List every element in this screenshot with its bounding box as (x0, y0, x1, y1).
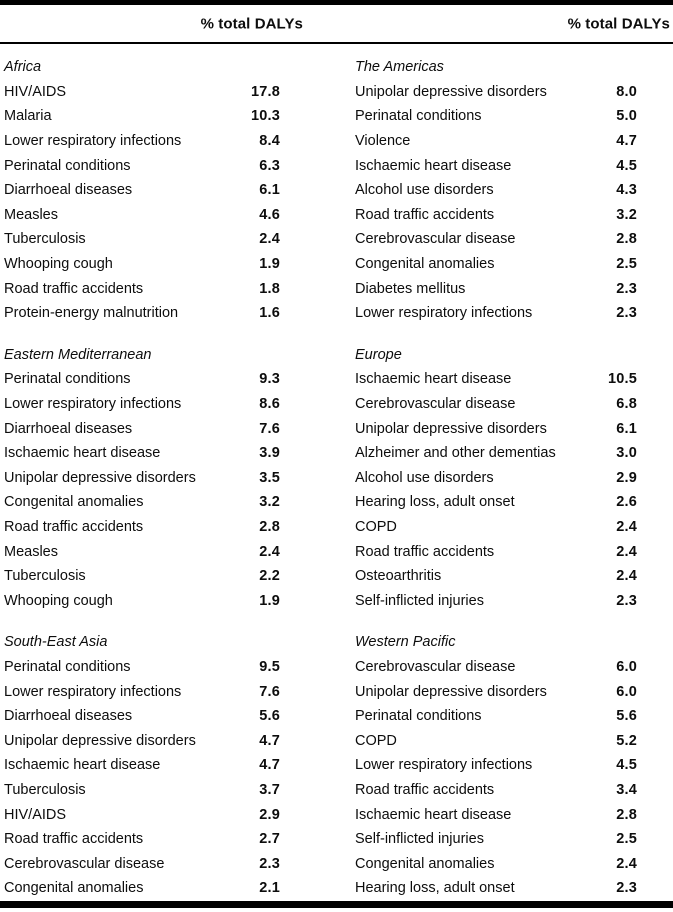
cause-label: Cerebrovascular disease (355, 396, 516, 413)
daly-value: 2.1 (259, 880, 280, 897)
daly-value: 2.4 (616, 568, 637, 585)
table-row (355, 679, 637, 704)
bottom-rule (0, 901, 673, 908)
daly-value: 3.4 (616, 781, 637, 798)
table-row (4, 276, 280, 301)
daly-value: 10.5 (607, 371, 637, 388)
daly-value: 8.4 (259, 133, 280, 150)
daly-value: 17.8 (250, 83, 280, 100)
table-row (355, 466, 637, 491)
cause-label: Lower respiratory infections (4, 133, 182, 150)
table-row (4, 827, 280, 852)
table-row (355, 728, 637, 753)
cause-label: Ischaemic heart disease (355, 806, 512, 823)
daly-value: 9.5 (259, 658, 280, 675)
table-row (355, 441, 637, 466)
cause-label: Road traffic accidents (4, 831, 144, 848)
cause-label: Lower respiratory infections (4, 396, 182, 413)
daly-value: 5.6 (259, 708, 280, 725)
table-row (355, 827, 637, 852)
daly-value: 4.5 (616, 757, 637, 774)
table-row (355, 153, 637, 178)
table-row (355, 539, 637, 564)
cause-label: Alcohol use disorders (355, 469, 494, 486)
daly-value: 2.3 (616, 280, 637, 297)
table-row (4, 876, 280, 901)
table-row (4, 539, 280, 564)
table-row (4, 753, 280, 778)
daly-value: 6.1 (616, 420, 637, 437)
daly-value: 3.0 (616, 445, 637, 462)
table-row (355, 802, 637, 827)
region-section (355, 343, 637, 614)
cause-label: Protein-energy malnutrition (4, 305, 179, 322)
daly-value: 2.8 (259, 518, 280, 535)
table-row (4, 704, 280, 729)
daly-value: 6.0 (616, 683, 637, 700)
cause-label: Tuberculosis (4, 781, 86, 798)
cause-label: HIV/AIDS (4, 806, 67, 823)
table-row (4, 851, 280, 876)
daly-value: 8.0 (616, 83, 637, 100)
cause-label: Perinatal conditions (4, 371, 131, 388)
table-row (4, 153, 280, 178)
daly-value: 4.3 (616, 182, 637, 199)
cause-label: Hearing loss, adult onset (355, 880, 515, 897)
cause-label: Congenital anomalies (4, 494, 144, 511)
daly-value: 2.7 (259, 831, 280, 848)
daly-value: 10.3 (250, 108, 280, 125)
cause-label: HIV/AIDS (4, 83, 67, 100)
table-row (355, 367, 637, 392)
cause-label: Cerebrovascular disease (355, 231, 516, 248)
table-row (4, 104, 280, 129)
cause-label: Perinatal conditions (355, 108, 482, 125)
cause-label: Road traffic accidents (355, 543, 495, 560)
region-title: Europe (355, 346, 402, 363)
table-row (4, 728, 280, 753)
cause-label: Whooping cough (4, 592, 113, 609)
daly-value: 3.5 (259, 469, 280, 486)
daly-value: 6.3 (259, 157, 280, 174)
daly-value: 3.2 (259, 494, 280, 511)
cause-label: Lower respiratory infections (355, 757, 533, 774)
table-row (4, 129, 280, 154)
table-row (355, 227, 637, 252)
daly-value: 1.9 (259, 592, 280, 609)
table-row (4, 80, 280, 105)
daly-value: 3.7 (259, 781, 280, 798)
region-title: Africa (4, 59, 42, 76)
table-row (355, 876, 637, 901)
table-row (4, 778, 280, 803)
cause-label: Violence (355, 133, 411, 150)
daly-value: 2.8 (616, 806, 637, 823)
cause-label: Malaria (4, 108, 52, 125)
cause-label: Self-inflicted injuries (355, 592, 484, 609)
cause-label: Unipolar depressive disorders (355, 683, 547, 700)
table-body (0, 44, 673, 901)
cause-label: Diarrhoeal diseases (4, 182, 133, 199)
daly-value: 7.6 (259, 683, 280, 700)
cause-label: Alzheimer and other dementias (355, 445, 556, 462)
daly-value: 6.8 (616, 396, 637, 413)
region-section (355, 630, 637, 901)
cause-label: Self-inflicted injuries (355, 831, 484, 848)
table-row (4, 588, 280, 613)
cause-label: Ischaemic heart disease (4, 757, 161, 774)
daly-value: 2.9 (616, 469, 637, 486)
column-header-left: % total DALYs (200, 15, 303, 32)
cause-label: Congenital anomalies (355, 855, 495, 872)
table-row (355, 203, 637, 228)
cause-label: Unipolar depressive disorders (355, 83, 547, 100)
daly-value: 2.4 (259, 543, 280, 560)
table-row (355, 104, 637, 129)
table-row (4, 178, 280, 203)
region-section (4, 55, 280, 326)
region-title: South-East Asia (4, 634, 108, 651)
table-row (355, 564, 637, 589)
table-row (355, 588, 637, 613)
cause-label: Road traffic accidents (355, 781, 495, 798)
table-row (4, 203, 280, 228)
region-section (355, 55, 637, 326)
cause-label: Tuberculosis (4, 231, 86, 248)
daly-value: 2.3 (616, 305, 637, 322)
table-row (355, 490, 637, 515)
table-row (4, 655, 280, 680)
cause-label: Hearing loss, adult onset (355, 494, 515, 511)
cause-label: Road traffic accidents (4, 518, 144, 535)
daly-value: 2.5 (616, 256, 637, 273)
table-row (4, 802, 280, 827)
daly-value: 1.9 (259, 256, 280, 273)
cause-label: Diabetes mellitus (355, 280, 466, 297)
daly-value: 4.5 (616, 157, 637, 174)
cause-label: COPD (355, 518, 397, 535)
table-row (355, 129, 637, 154)
daly-value: 4.7 (616, 133, 637, 150)
daly-value: 2.4 (616, 543, 637, 560)
table-row (355, 416, 637, 441)
table-row (4, 490, 280, 515)
table-row (355, 301, 637, 326)
table-row (4, 252, 280, 277)
table-row (355, 753, 637, 778)
table-row (355, 178, 637, 203)
daly-value: 5.2 (616, 732, 637, 749)
region-section (4, 630, 280, 901)
daly-value: 1.6 (259, 305, 280, 322)
daly-value: 2.4 (616, 855, 637, 872)
region-title: Eastern Mediterranean (4, 346, 152, 363)
cause-label: Lower respiratory infections (355, 305, 533, 322)
cause-label: Measles (4, 543, 58, 560)
cause-label: Congenital anomalies (355, 256, 495, 273)
table-header-row (0, 5, 673, 42)
daly-value: 4.7 (259, 732, 280, 749)
cause-label: Tuberculosis (4, 568, 86, 585)
daly-value: 5.6 (616, 708, 637, 725)
table-row (4, 466, 280, 491)
cause-label: Perinatal conditions (355, 708, 482, 725)
daly-value: 2.4 (259, 231, 280, 248)
daly-value: 2.3 (616, 880, 637, 897)
daly-value: 2.3 (616, 592, 637, 609)
table-row (4, 515, 280, 540)
cause-label: Diarrhoeal diseases (4, 420, 133, 437)
table-row (355, 392, 637, 417)
table-row (4, 301, 280, 326)
cause-label: Ischaemic heart disease (355, 371, 512, 388)
cause-label: Unipolar depressive disorders (355, 420, 547, 437)
daly-value: 3.2 (616, 206, 637, 223)
daly-value: 7.6 (259, 420, 280, 437)
region-section (4, 343, 280, 614)
daly-value: 2.3 (259, 855, 280, 872)
table-row (4, 367, 280, 392)
daly-value: 3.9 (259, 445, 280, 462)
daly-value: 1.8 (259, 280, 280, 297)
cause-label: Ischaemic heart disease (4, 445, 161, 462)
daly-value: 2.9 (259, 806, 280, 823)
cause-label: Measles (4, 206, 58, 223)
cause-label: Unipolar depressive disorders (4, 469, 196, 486)
daly-value: 2.5 (616, 831, 637, 848)
daly-value: 6.1 (259, 182, 280, 199)
daly-value: 4.6 (259, 206, 280, 223)
cause-label: Whooping cough (4, 256, 113, 273)
table-row (355, 80, 637, 105)
column-header-right: % total DALYs (567, 15, 670, 32)
cause-label: Perinatal conditions (4, 658, 131, 675)
daly-value: 5.0 (616, 108, 637, 125)
table-column-right (336, 55, 673, 901)
table-row (4, 679, 280, 704)
region-title: The Americas (355, 59, 444, 76)
cause-label: Road traffic accidents (4, 280, 144, 297)
table-row (355, 252, 637, 277)
daly-value: 6.0 (616, 658, 637, 675)
daly-value: 8.6 (259, 396, 280, 413)
cause-label: Diarrhoeal diseases (4, 708, 133, 725)
region-title: Western Pacific (355, 634, 456, 651)
table-row (355, 655, 637, 680)
daly-value: 9.3 (259, 371, 280, 388)
table-row (355, 515, 637, 540)
daly-value: 2.6 (616, 494, 637, 511)
table-row (4, 441, 280, 466)
cause-label: Cerebrovascular disease (4, 855, 165, 872)
cause-label: Ischaemic heart disease (355, 157, 512, 174)
daly-value: 2.2 (259, 568, 280, 585)
daly-value: 4.7 (259, 757, 280, 774)
cause-label: Perinatal conditions (4, 157, 131, 174)
cause-label: Alcohol use disorders (355, 182, 494, 199)
daly-value: 2.4 (616, 518, 637, 535)
table-row (4, 564, 280, 589)
table-row (355, 704, 637, 729)
cause-label: Unipolar depressive disorders (4, 732, 196, 749)
daly-value: 2.8 (616, 231, 637, 248)
cause-label: Osteoarthritis (355, 568, 442, 585)
table-row (4, 227, 280, 252)
cause-label: Road traffic accidents (355, 206, 495, 223)
table-row (355, 778, 637, 803)
cause-label: COPD (355, 732, 397, 749)
table-row (355, 276, 637, 301)
table-row (4, 416, 280, 441)
table-row (4, 392, 280, 417)
cause-label: Cerebrovascular disease (355, 658, 516, 675)
cause-label: Congenital anomalies (4, 880, 144, 897)
table-row (355, 851, 637, 876)
cause-label: Lower respiratory infections (4, 683, 182, 700)
table-column-left (0, 55, 336, 901)
